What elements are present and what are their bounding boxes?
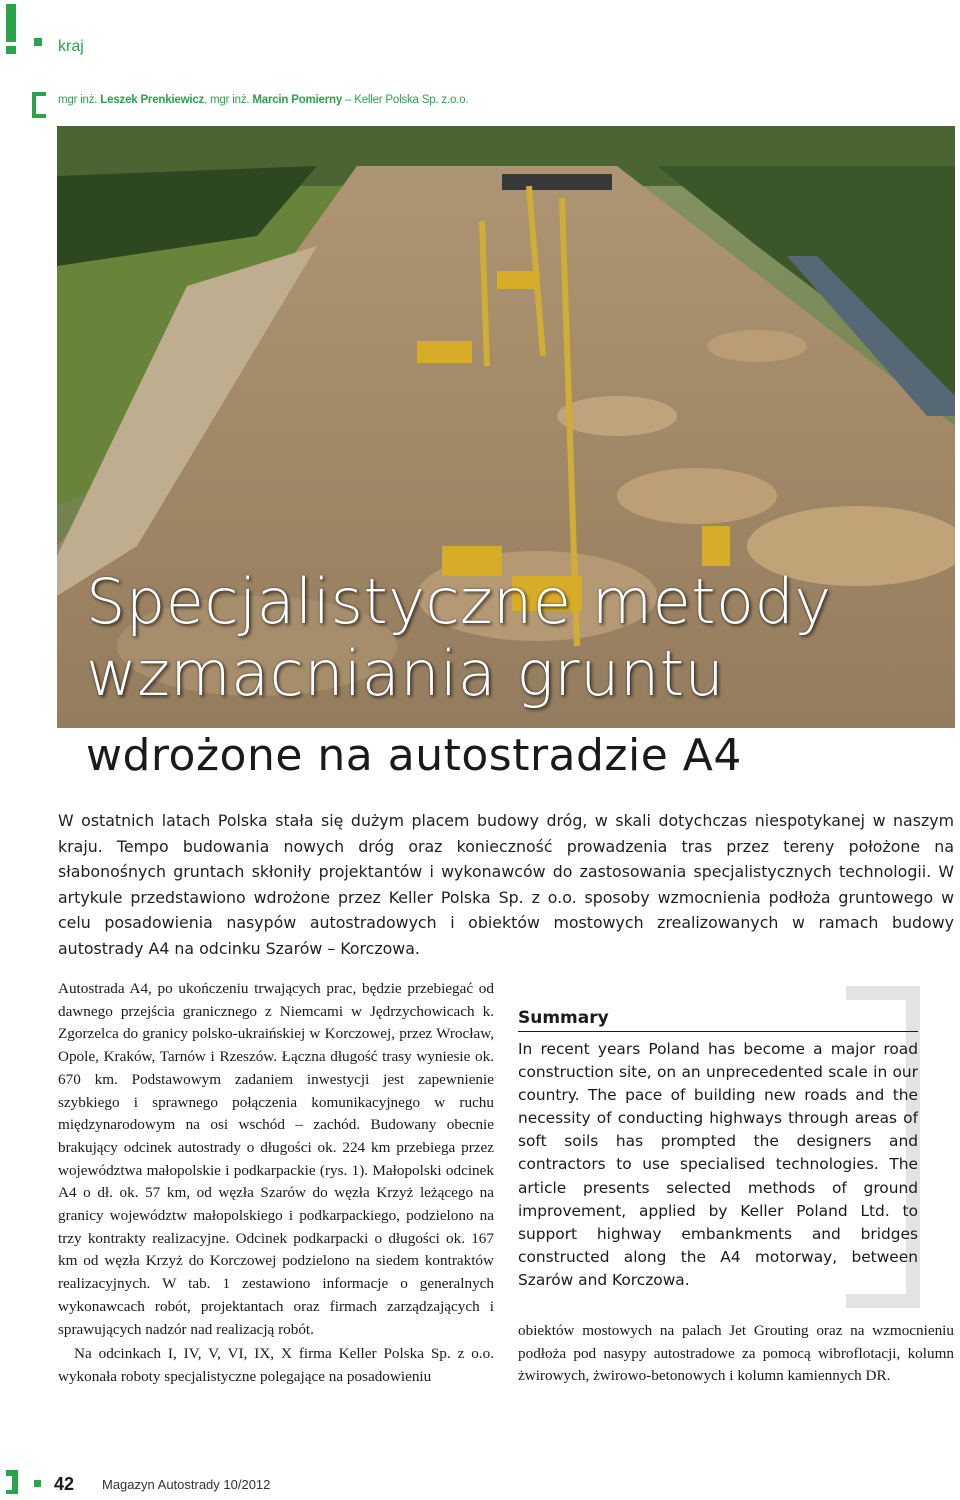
body-paragraph: Autostrada A4, po ukończeniu trwających prac, będzie przebiegać od dawnego przejścia granicznego z Niemcami w Jędrzychowicach k. Zgorzelca do granicy polsko-ukraińskiej w Korczowej, przez Wrocław, Opole, Kraków, Tarnów i Rzeszów. Łączna długość trasy wyniesie ok. 670 km. Podstawowym zadaniem inwestycji jest zapewnienie szybkiego i sprawnego połączenia komunikacyjnego w ruchu międzynarodowym na osi wschód – zachód. Budowany obecnie brakujący odcinek autostrady o długości ok. 224 km przebiega przez województwa małopolskie i podkarpackie (rys. 1). Małopolski odcinek A4 o dł. ok. 57 km, od węzła Szarów do węzła Krzyż leżącego na granicy województw małopolskiego i podkarpackiego, podzielono na trzy kontrakty realizacyjne. Odcinek podkarpacki o długości ok. 167 km od węzła Krzyż do Korczowej podzielono na siedem kontraktów realizacyjnych. W tab. 1 zestawiono informacje o generalnych wykonawcach robót, projektantach oraz firmach zarządzających i sprawujących nadzór nad realizacją robót. [58,980,494,1338]
byline-affiliation: – Keller Polska Sp. z.o.o. [342,94,469,106]
section-label: kraj [58,38,84,55]
body-column-right: obiektów mostowych na palach Jet Grouting oraz na wzmocnieniu podłoża pod nasypy autostradowe za pomocą wibroflotacji, kolumn żwirowych, żwirowo-betonowych i kolumn kamiennych DR. [518,1322,954,1385]
section-square-mark [34,38,42,46]
magazine-issue: Magazyn Autostrady 10/2012 [102,1477,271,1492]
footer-square-mark [34,1480,41,1487]
article-title [86,566,946,710]
byline-bracket-mark [32,92,46,118]
author-name: Marcin Pomierny [252,94,343,106]
body-paragraph: Na odcinkach I, IV, V, VI, IX, X firma Keller Polska Sp. z o.o. wykonała roboty specjalistyczne polegające na posadowieniu [58,1345,494,1385]
byline-separator: , mgr inż. [204,94,253,106]
byline-prefix: mgr inż. [58,94,101,106]
author-name: Leszek Prenkiewicz [100,94,205,106]
title-line: Specjalistyczne metody [86,565,832,638]
article-subtitle: wdrożone na autostradzie A4 [86,730,742,781]
body-column-left [58,978,494,1389]
summary-text: In recent years Poland has become a major road construction site, on an unprecedented scale in our country. The pace of building new roads and the necessity of conducting highways through areas of soft soils has prompted the designers and contractors to use specialised technologies. The article presents selected methods of ground improvement, applied by Keller Poland Ltd. to support highway embankments and bridges constructed along the A4 motorway, between Szarów and Korczowa. [518,1040,918,1289]
byline [58,94,468,106]
lead-paragraph: W ostatnich latach Polska stała się dużym placem budowy dróg, w skali dotychczas niespotykanej w naszym kraju. Tempo budowania nowych dróg oraz konieczność prowadzenia tras przez tereny położone na słabonośnych gruntach skłoniły projektantów i wykonawców do zastosowania specjalistycznych technologii. W artykule przedstawiono wdrożone przez Keller Polska Sp. z o.o. sposoby wzmocnienia podłoża gruntowego w celu posadowienia nasypów autostradowych i obiektów mostowych zrealizowanych w ramach budowy autostrady A4 na odcinku Szarów – Korczowa. [58,811,954,958]
title-line: wzmacniania gruntu [86,637,725,710]
footer-accent-cutout [6,1476,12,1490]
header-accent-mark [6,4,20,54]
summary-divider [518,1031,918,1032]
page-number: 42 [54,1474,75,1494]
summary-heading: Summary [518,1008,609,1028]
